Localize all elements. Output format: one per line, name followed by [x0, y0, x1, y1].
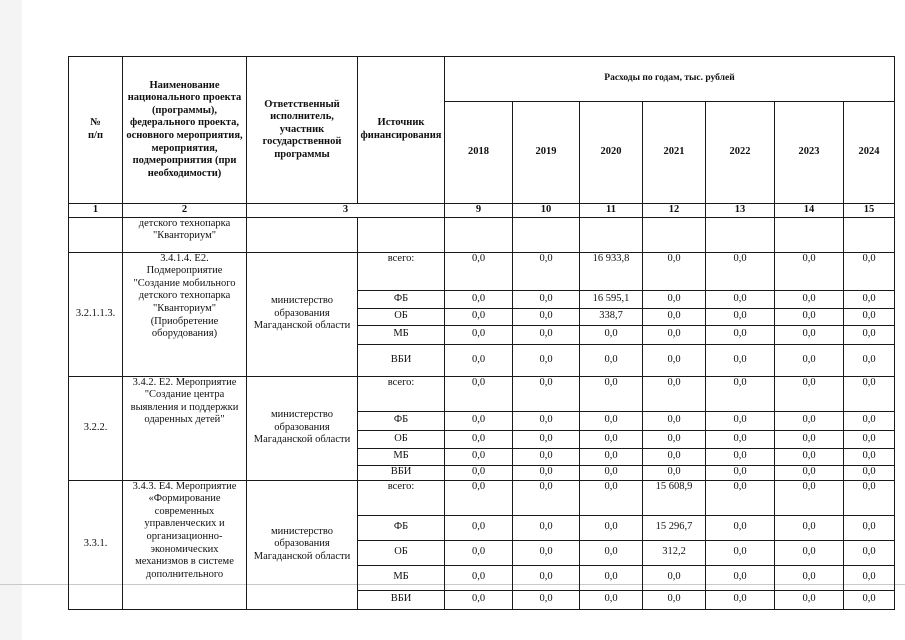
amount-cell: 0,0: [445, 325, 513, 344]
column-number: 2: [123, 204, 247, 218]
funding-source: ВБИ: [358, 465, 445, 480]
year-header: 2022: [706, 102, 775, 204]
amount-cell: 0,0: [445, 308, 513, 325]
amount-cell: 0,0: [706, 430, 775, 448]
funding-source: ФБ: [358, 515, 445, 540]
amount-cell: 338,7: [580, 308, 643, 325]
amount-cell: 0,0: [706, 325, 775, 344]
column-number: 3: [247, 204, 445, 218]
amount-cell: 16 933,8: [580, 252, 643, 290]
column-number: 10: [513, 204, 580, 218]
amount-cell: 0,0: [775, 565, 844, 590]
amount-cell: 0,0: [844, 430, 895, 448]
continuation-name: детского технопарка "Кванториум": [123, 217, 247, 252]
amount-cell: 0,0: [844, 448, 895, 465]
amount-cell: 0,0: [775, 480, 844, 515]
amount-cell: 0,0: [580, 565, 643, 590]
amount-cell: 0,0: [445, 515, 513, 540]
table-row: [69, 480, 895, 515]
amount-cell: 0,0: [580, 590, 643, 609]
amount-cell: 0,0: [706, 411, 775, 430]
amount-cell: 0,0: [513, 540, 580, 565]
amount-cell: 0,0: [844, 480, 895, 515]
amount-cell: 0,0: [844, 308, 895, 325]
amount-cell: 0,0: [445, 480, 513, 515]
year-header: 2020: [580, 102, 643, 204]
amount-cell: 0,0: [775, 376, 844, 411]
amount-cell: 0,0: [643, 590, 706, 609]
amount-cell: 312,2: [643, 540, 706, 565]
amount-cell: 0,0: [775, 515, 844, 540]
funding-source: ВБИ: [358, 344, 445, 376]
amount-cell: 0,0: [445, 344, 513, 376]
funding-source: ФБ: [358, 290, 445, 308]
amount-cell: 0,0: [580, 540, 643, 565]
amount-cell: 0,0: [706, 540, 775, 565]
amount-cell: 0,0: [775, 465, 844, 480]
amount-cell: 0,0: [775, 411, 844, 430]
amount-cell: 0,0: [643, 376, 706, 411]
amount-cell: 0,0: [706, 480, 775, 515]
funding-source: ОБ: [358, 540, 445, 565]
amount-cell: 0,0: [643, 411, 706, 430]
header-num: № п/п: [69, 57, 123, 204]
amount-cell: 0,0: [643, 325, 706, 344]
amount-cell: 0,0: [513, 308, 580, 325]
column-number: 11: [580, 204, 643, 218]
funding-source: МБ: [358, 565, 445, 590]
header-source: Источник финансирования: [358, 57, 445, 204]
column-number: 9: [445, 204, 513, 218]
amount-cell: 0,0: [580, 515, 643, 540]
amount-cell: 0,0: [775, 308, 844, 325]
amount-cell: 0,0: [445, 376, 513, 411]
column-number: 1: [69, 204, 123, 218]
amount-cell: 0,0: [706, 465, 775, 480]
amount-cell: 0,0: [513, 480, 580, 515]
amount-cell: 0,0: [643, 565, 706, 590]
amount-cell: 0,0: [580, 480, 643, 515]
funding-source: ВБИ: [358, 590, 445, 609]
amount-cell: 0,0: [706, 308, 775, 325]
amount-cell: 0,0: [706, 515, 775, 540]
funding-source: всего:: [358, 252, 445, 290]
amount-cell: 0,0: [445, 565, 513, 590]
year-header: 2024: [844, 102, 895, 204]
amount-cell: 0,0: [775, 344, 844, 376]
executor: министерство образования Магаданской области: [247, 376, 358, 480]
amount-cell: 0,0: [445, 411, 513, 430]
amount-cell: 0,0: [513, 325, 580, 344]
amount-cell: 0,0: [706, 448, 775, 465]
table-row: [69, 376, 895, 411]
amount-cell: 0,0: [445, 540, 513, 565]
amount-cell: 0,0: [844, 344, 895, 376]
amount-cell: 0,0: [513, 290, 580, 308]
amount-cell: 0,0: [844, 411, 895, 430]
amount-cell: 0,0: [445, 465, 513, 480]
amount-cell: 0,0: [775, 290, 844, 308]
funding-source: МБ: [358, 448, 445, 465]
amount-cell: 0,0: [844, 325, 895, 344]
amount-cell: 0,0: [445, 290, 513, 308]
funding-source: МБ: [358, 325, 445, 344]
activity-name: 3.4.2. Е2. Мероприятие "Создание центра выявления и поддержки одаренных детей": [123, 376, 247, 480]
amount-cell: 16 595,1: [580, 290, 643, 308]
amount-cell: 0,0: [580, 376, 643, 411]
amount-cell: 0,0: [775, 430, 844, 448]
amount-cell: 0,0: [706, 565, 775, 590]
amount-cell: 0,0: [580, 344, 643, 376]
amount-cell: 15 296,7: [643, 515, 706, 540]
amount-cell: 0,0: [643, 308, 706, 325]
funding-source: ОБ: [358, 430, 445, 448]
amount-cell: 0,0: [844, 290, 895, 308]
budget-table: [68, 56, 895, 610]
amount-cell: 0,0: [706, 290, 775, 308]
amount-cell: 0,0: [513, 252, 580, 290]
amount-cell: 0,0: [775, 252, 844, 290]
amount-cell: 0,0: [513, 448, 580, 465]
amount-cell: 0,0: [513, 465, 580, 480]
amount-cell: 0,0: [445, 448, 513, 465]
funding-source: ФБ: [358, 411, 445, 430]
amount-cell: 0,0: [643, 465, 706, 480]
amount-cell: 15 608,9: [643, 480, 706, 515]
amount-cell: 0,0: [445, 252, 513, 290]
amount-cell: 0,0: [513, 590, 580, 609]
funding-source: всего:: [358, 480, 445, 515]
continuation-cell: [247, 217, 358, 252]
activity-name: 3.4.1.4. Е2. Подмероприятие "Создание мобильного детского технопарка "Кванториум" (Приобретение оборудования): [123, 252, 247, 376]
amount-cell: 0,0: [580, 465, 643, 480]
amount-cell: 0,0: [643, 430, 706, 448]
amount-cell: 0,0: [844, 565, 895, 590]
amount-cell: 0,0: [580, 325, 643, 344]
page-edge: [0, 0, 22, 640]
amount-cell: 0,0: [643, 290, 706, 308]
year-header: 2019: [513, 102, 580, 204]
amount-cell: 0,0: [775, 448, 844, 465]
amount-cell: 0,0: [844, 515, 895, 540]
amount-cell: 0,0: [445, 590, 513, 609]
executor: министерство образования Магаданской области: [247, 480, 358, 609]
amount-cell: 0,0: [643, 448, 706, 465]
amount-cell: 0,0: [775, 540, 844, 565]
amount-cell: 0,0: [580, 430, 643, 448]
amount-cell: 0,0: [513, 376, 580, 411]
amount-cell: 0,0: [513, 344, 580, 376]
column-number: 13: [706, 204, 775, 218]
executor: министерство образования Магаданской области: [247, 252, 358, 376]
amount-cell: 0,0: [844, 465, 895, 480]
amount-cell: 0,0: [513, 430, 580, 448]
amount-cell: 0,0: [844, 376, 895, 411]
year-header: 2018: [445, 102, 513, 204]
amount-cell: 0,0: [513, 515, 580, 540]
amount-cell: 0,0: [775, 590, 844, 609]
row-number: 3.2.2.: [69, 376, 123, 480]
activity-name: 3.4.3. Е4. Мероприятие «Формирование современных управленческих и организационно-экономических механизмов в системе дополнительного: [123, 480, 247, 609]
amount-cell: 0,0: [844, 590, 895, 609]
amount-cell: 0,0: [706, 376, 775, 411]
amount-cell: 0,0: [580, 411, 643, 430]
header-expenses: Расходы по годам, тыс. рублей: [445, 57, 895, 102]
funding-source: всего:: [358, 376, 445, 411]
amount-cell: 0,0: [445, 430, 513, 448]
table-row: [69, 252, 895, 290]
amount-cell: 0,0: [706, 344, 775, 376]
year-header: 2023: [775, 102, 844, 204]
column-number: 12: [643, 204, 706, 218]
amount-cell: 0,0: [513, 411, 580, 430]
amount-cell: 0,0: [844, 252, 895, 290]
row-number: 3.2.1.1.3.: [69, 252, 123, 376]
continuation-num: [69, 217, 123, 252]
header-executor: Ответственный исполнитель, участник государственной программы: [247, 57, 358, 204]
row-number: 3.3.1.: [69, 480, 123, 609]
column-number: 15: [844, 204, 895, 218]
amount-cell: 0,0: [706, 252, 775, 290]
funding-source: ОБ: [358, 308, 445, 325]
column-number: 14: [775, 204, 844, 218]
amount-cell: 0,0: [643, 344, 706, 376]
year-header: 2021: [643, 102, 706, 204]
amount-cell: 0,0: [706, 590, 775, 609]
amount-cell: 0,0: [775, 325, 844, 344]
amount-cell: 0,0: [844, 540, 895, 565]
header-name: Наименование национального проекта (программы), федерального проекта, основного мероприятия, мероприятия, подмероприятия (при необходимости): [123, 57, 247, 204]
amount-cell: 0,0: [643, 252, 706, 290]
amount-cell: 0,0: [580, 448, 643, 465]
amount-cell: 0,0: [513, 565, 580, 590]
